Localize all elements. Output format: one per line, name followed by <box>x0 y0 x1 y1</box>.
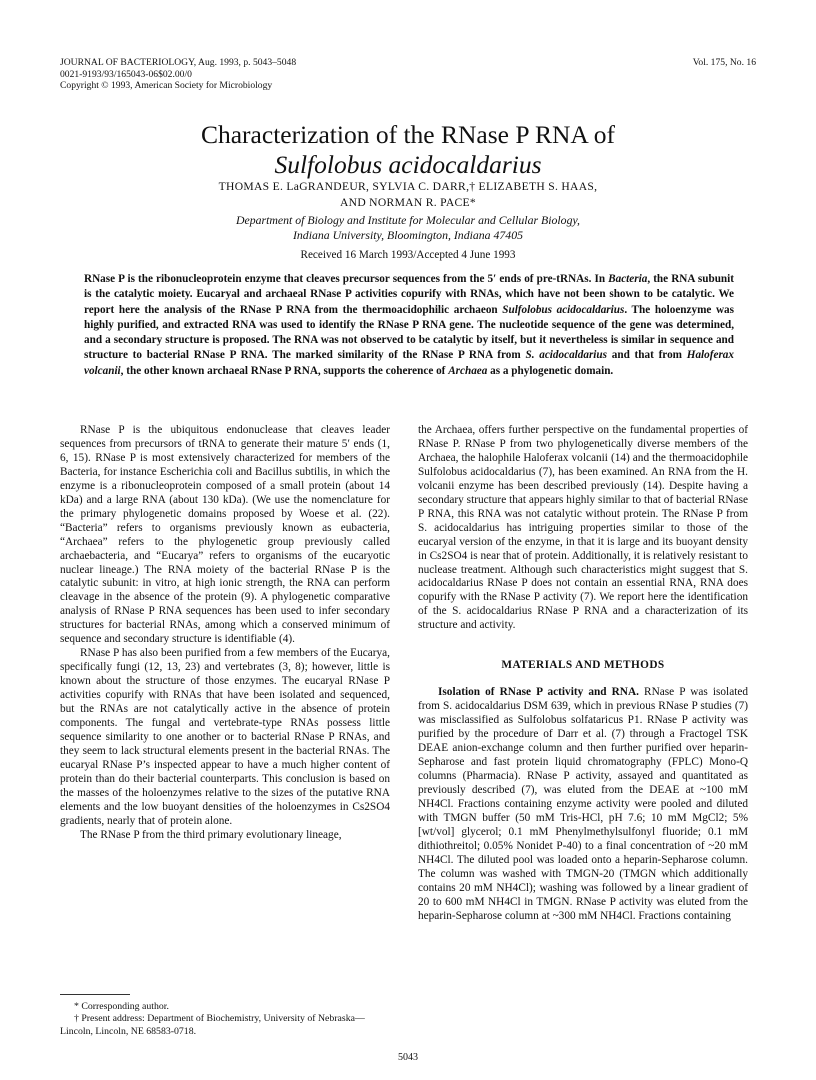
abstract-text: , the RNA subunit is the catalytic moiety. Eucaryal and archaeal RNase P activities copurify with RNAs, which have not been shown to be catalytic. We report here the analysis of the RNase P RNA from the thermoacidophilic archaeon <box>84 273 734 316</box>
footnote-corresponding: * Corresponding author. <box>74 1001 169 1012</box>
abstract-italic: Haloferax volcanii <box>84 349 734 377</box>
runin-heading: Isolation of RNase P activity and RNA. <box>438 686 639 699</box>
intro-paragraph-2: RNase P has also been purified from a few members of the Eucarya, specifically fungi (12, 13, 23) and vertebrates (3, 8); however, little is known about the structure of those enzymes. The eucaryal RNase P activities copurify with RNAs that have been isolated and sequenced, but the RNAs are not catalytically active in the absence of protein components. The fungal and vertebrate-type RNAs possess little sequence similarity to one another or to bacterial RNase P RNAs, and they seem to lack structural elements present in the bacterial RNAs. The eucaryal RNase P’s inspected appear to have a much higher content of protein than do their bacterial counterparts. This conclusion is based on the masses of the holoenzymes relative to the sizes of the putative RNA elements and the low buoyant densities of the holoenzymes in Cs2SO4 gradients, nearly that of protein alone. <box>60 647 390 827</box>
footnote-rule <box>60 994 130 995</box>
journal-header <box>60 57 756 92</box>
abstract-text: RNase P is the ribonucleoprotein enzyme that cleaves precursor sequences from the 5′ ends of pre-tRNAs. In <box>84 273 609 285</box>
abstract-text: and that from <box>607 349 687 362</box>
affiliation <box>60 213 756 243</box>
page-number: 5043 <box>398 1052 418 1063</box>
right-column <box>418 424 748 923</box>
methods-text: RNase P was isolated from S. acidocaldarius DSM 639, which in previous RNase P studies (7) was misclassified as Sulfolobus solfataricus P1. RNase P activity was purified by the procedure of Darr et al. (7) through a Fractogel TSK DEAE anion-exchange column and then further purified over heparin-Sepharose and fast protein liquid chromatography (FPLC) Mono-Q columns (Pharmacia). RNase P activity, assayed and quantitated as previously described (7), was eluted from the DEAE at ~100 mM NH4Cl. Fractions containing enzyme activity were pooled and diluted with TMGN buffer (50 mM Tris-HCl, pH 7.6; 10 mM MgCl2; 5% [wt/vol] glycerol; 0.1 mM Phenylmethylsulfonyl fluoride; 0.1 mM dithiothreitol; 0.05% Nonidet P-40) to a final concentration of ~20 mM NH4Cl. The diluted pool was loaded onto a heparin-Sepharose column. The column was washed with TMGN-20 (TMGN which additionally contains 20 mM NH4Cl); washing was followed by a linear gradient of 20 to 600 mM NH4Cl in TMGN. RNase P activity was eluted from the heparin-Sepharose column at ~300 mM NH4Cl. Fractions containing <box>418 686 749 922</box>
abstract-italic: Archaea <box>448 364 488 377</box>
methods-paragraph-1 <box>418 686 748 923</box>
abstract-italic: S. acidocaldarius <box>525 349 607 362</box>
abstract-text: , the other known archaeal RNase P RNA, supports the coherence of <box>120 364 449 377</box>
abstract-italic: Sulfolobus acidocaldarius <box>502 303 625 316</box>
article-title <box>60 120 756 180</box>
intro-paragraph-3: The RNase P from the third primary evolutionary lineage, <box>80 828 342 841</box>
left-column <box>60 424 390 843</box>
journal-code: 0021-9193/93/165043-06$02.00/0 <box>60 68 192 80</box>
affiliation-line-1: Department of Biology and Institute for Molecular and Cellular Biology, <box>235 213 581 227</box>
affiliation-line-2: Indiana University, Bloomington, Indiana 47405 <box>292 228 524 242</box>
received-dates: Received 16 March 1993/Accepted 4 June 1993 <box>300 249 516 261</box>
abstract-italic: Bacteria <box>608 273 648 285</box>
footnotes <box>60 1001 390 1038</box>
author-list <box>60 179 756 211</box>
authors-line-2: AND NORMAN R. PACE* <box>339 196 477 209</box>
title-line-2: Sulfolobus acidocaldarius <box>274 150 542 179</box>
abstract-text: as a phylogenetic domain. <box>487 364 614 377</box>
volume-issue: Vol. 175, No. 16 <box>692 57 756 68</box>
authors-line-1: THOMAS E. LaGRANDEUR, SYLVIA C. DARR,† ELIZABETH S. HAAS, <box>218 180 598 193</box>
title-line-1: Characterization of the RNase P RNA of <box>200 120 616 149</box>
intro-paragraph-1: RNase P is the ubiquitous endonuclease that cleaves leader sequences from precursors of tRNA to generate their mature 5′ ends (1, 6, 15). RNase P is most extensively characterized for members of the Bacteria, for instance Escherichia coli and Bacillus subtilis, in which the enzyme is a ribonucleoprotein composed of a small protein (about 14 kDa) and a large RNA (about 130 kDa). (We use the nomenclature for the primary phylogenetic domains proposed by Woese et al. (22). “Bacteria” refers to organisms previously known as eubacteria, “Archaea” refers to the phylogenetic group previously called archaebacteria, and “Eucarya” refers to organisms of the eucaryotic nuclear lineage.) The RNA moiety of the bacterial RNase P is the catalytic subunit: in vitro, at high ionic strength, the RNA can perform cleavage in the absence of the protein (9). A phylogenetic comparative analysis of RNase P RNA sequences has been used to infer secondary structures for bacterial RNAs, among which a conserved minimum of sequence and secondary structure is identifiable (4). <box>60 424 390 646</box>
abstract-text: . The holoenzyme was highly purified, and extracted RNA was used to identify the RNase P RNA gene. The nucleotide sequence of the gene was determined, and a secondary structure is proposed. The RNA was not observed to be catalytic by itself, but it nevertheless is similar in sequence and structure to bacterial RNase P RNA. The marked similarity of the RNase P RNA from <box>84 303 734 362</box>
abstract <box>84 272 734 379</box>
copyright-line: Copyright © 1993, American Society for Microbiology <box>60 80 273 92</box>
intro-paragraph-4: the Archaea, offers further perspective on the fundamental properties of RNase P. RNase P from two phylogenetically diverse members of the Archaea, the halophile Haloferax volcanii (14) and the thermoacidophile Sulfolobus acidocaldarius (7), has been examined. An RNA from the H. volcanii enzyme has been described previously (14). Despite having a secondary structure that appears highly similar to that of bacterial RNase P RNA, this RNA was not catalytic without protein. The RNase P from S. acidocaldarius has intriguing properties similar to those of the eucaryal version of the enzyme, in that it is large and its buoyant density in Cs2SO4 is near that of protein. Additionally, it is relatively resistant to nuclease treatment. Although such characteristics might suggest that S. acidocaldarius RNase P does not contain an essential RNA, RNA does copurify with the RNase P activity (7). We report here the identification of the S. acidocaldarius RNase P RNA and a characterization of its structure and activity. <box>418 424 748 632</box>
journal-citation: JOURNAL OF BACTERIOLOGY, Aug. 1993, p. 5043–5048 <box>60 57 297 68</box>
footnote-present-address: † Present address: Department of Biochemistry, University of Nebraska—Lincoln, Lincoln, NE 68583-0718. <box>60 1013 365 1037</box>
section-heading: MATERIALS AND METHODS <box>501 659 665 672</box>
